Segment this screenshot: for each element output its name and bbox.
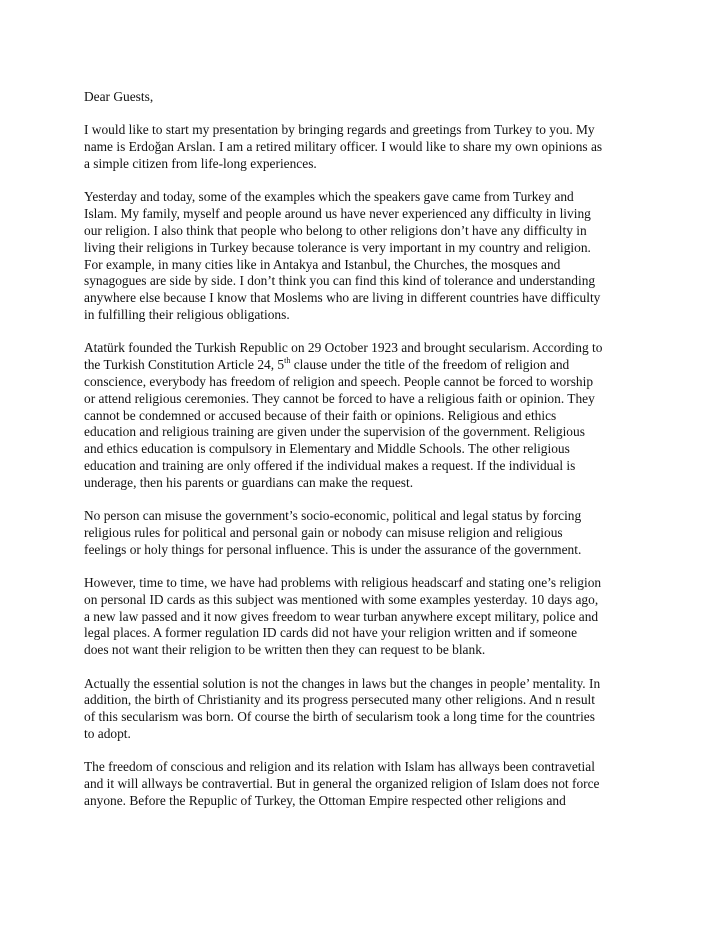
- text-line: to adopt.: [84, 726, 131, 742]
- text-line: in fulfilling their religious obligations.: [84, 306, 290, 322]
- text-line: Actually the essential solution is not the changes in laws but the changes in people’ mentality. In: [84, 675, 601, 691]
- text-line: of this secularism was born. Of course the birth of secularism took a long time for the countries: [84, 709, 595, 725]
- text-line: name is Erdoğan Arslan. I am a retired military officer. I would like to share my own opinions as: [84, 139, 603, 155]
- text-line: does not want their religion to be written then they can request to be blank.: [84, 642, 486, 658]
- paragraph-islam-freedom: [84, 759, 640, 809]
- paragraph-introduction: [84, 122, 640, 172]
- text-line: legal places. A former regulation ID cards did not have your religion written and if someone: [84, 625, 578, 641]
- paragraph-government-assurance: [84, 508, 640, 558]
- text-line: on personal ID cards as this subject was mentioned with some examples yesterday. 10 days ago,: [84, 591, 599, 607]
- text-line: Yesterday and today, some of the examples which the speakers gave came from Turkey and: [84, 189, 574, 205]
- text-fragment: the Turkish Constitution Article 24, 5: [84, 357, 285, 373]
- paragraph-tolerance: [84, 189, 640, 323]
- text-line: religious rules for political and personal gain or nobody can misuse religion and religious: [84, 524, 563, 540]
- text-line: anywhere else because I know that Moslems who are living in different countries have difficulty: [84, 290, 601, 306]
- text-line: education and religious training are given under the supervision of the government. Religious: [84, 424, 585, 440]
- text-line: our religion. I also think that people who belong to other religions don’t have any difficulty in: [84, 222, 587, 238]
- text-line: I would like to start my presentation by bringing regards and greetings from Turkey to you. My: [84, 122, 595, 138]
- text-line: a simple citizen from life-long experiences.: [84, 155, 317, 171]
- text-line: feelings or holy things for personal influence. This is under the assurance of the government.: [84, 541, 582, 557]
- text-line-with-superscript: [84, 357, 640, 374]
- text-line: or attend religious ceremonies. They cannot be forced to have a religious faith or opinion. They: [84, 390, 595, 406]
- salutation: [84, 89, 640, 106]
- letter-body: [84, 89, 640, 826]
- text-line: synagogues are side by side. I don’t think you can find this kind of tolerance and understanding: [84, 273, 596, 289]
- paragraph-mentality: [84, 676, 640, 743]
- text-line: a new law passed and it now gives freedom to wear turban anywhere except military, police and: [84, 608, 599, 624]
- text-line: No person can misuse the government’s socio-economic, political and legal status by forcing: [84, 508, 582, 524]
- text-line: conscience, everybody has freedom of religion and speech. People cannot be forced to worship: [84, 373, 594, 389]
- ordinal-superscript: th: [284, 355, 291, 365]
- text-line: and it will allways be contravertial. But in general the organized religion of Islam does not force: [84, 776, 600, 792]
- text-line: anyone. Before the Repuplic of Turkey, the Ottoman Empire respected other religions and: [84, 793, 566, 809]
- text-line: Dear Guests,: [84, 89, 154, 104]
- text-line: The freedom of conscious and religion and its relation with Islam has allways been contravetial: [84, 759, 595, 775]
- text-line: Atatürk founded the Turkish Republic on 29 October 1923 and brought secularism. According to: [84, 340, 603, 356]
- text-line: However, time to time, we have had problems with religious headscarf and stating one’s religion: [84, 575, 602, 591]
- text-line: addition, the birth of Christianity and its progress persecuted many other religions. And n result: [84, 692, 595, 708]
- text-line: living their religions in Turkey because tolerance is very important in my country and religion.: [84, 239, 591, 255]
- text-fragment: clause under the title of the freedom of religion and: [290, 357, 570, 373]
- paragraph-constitution: [84, 340, 640, 491]
- text-line: Islam. My family, myself and people around us have never experienced any difficulty in living: [84, 206, 591, 222]
- text-line: and ethics education is compulsory in Elementary and Middle Schools. The other religious: [84, 441, 570, 457]
- paragraph-headscarf: [84, 575, 640, 659]
- text-line: For example, in many cities like in Antakya and Istanbul, the Churches, the mosques and: [84, 256, 561, 272]
- text-line: underage, then his parents or guardians can make the request.: [84, 474, 414, 490]
- text-line: education and training are only offered if the individual makes a request. If the individual is: [84, 457, 576, 473]
- text-line: cannot be condemned or accused because of their faith or opinions. Religious and ethics: [84, 407, 557, 423]
